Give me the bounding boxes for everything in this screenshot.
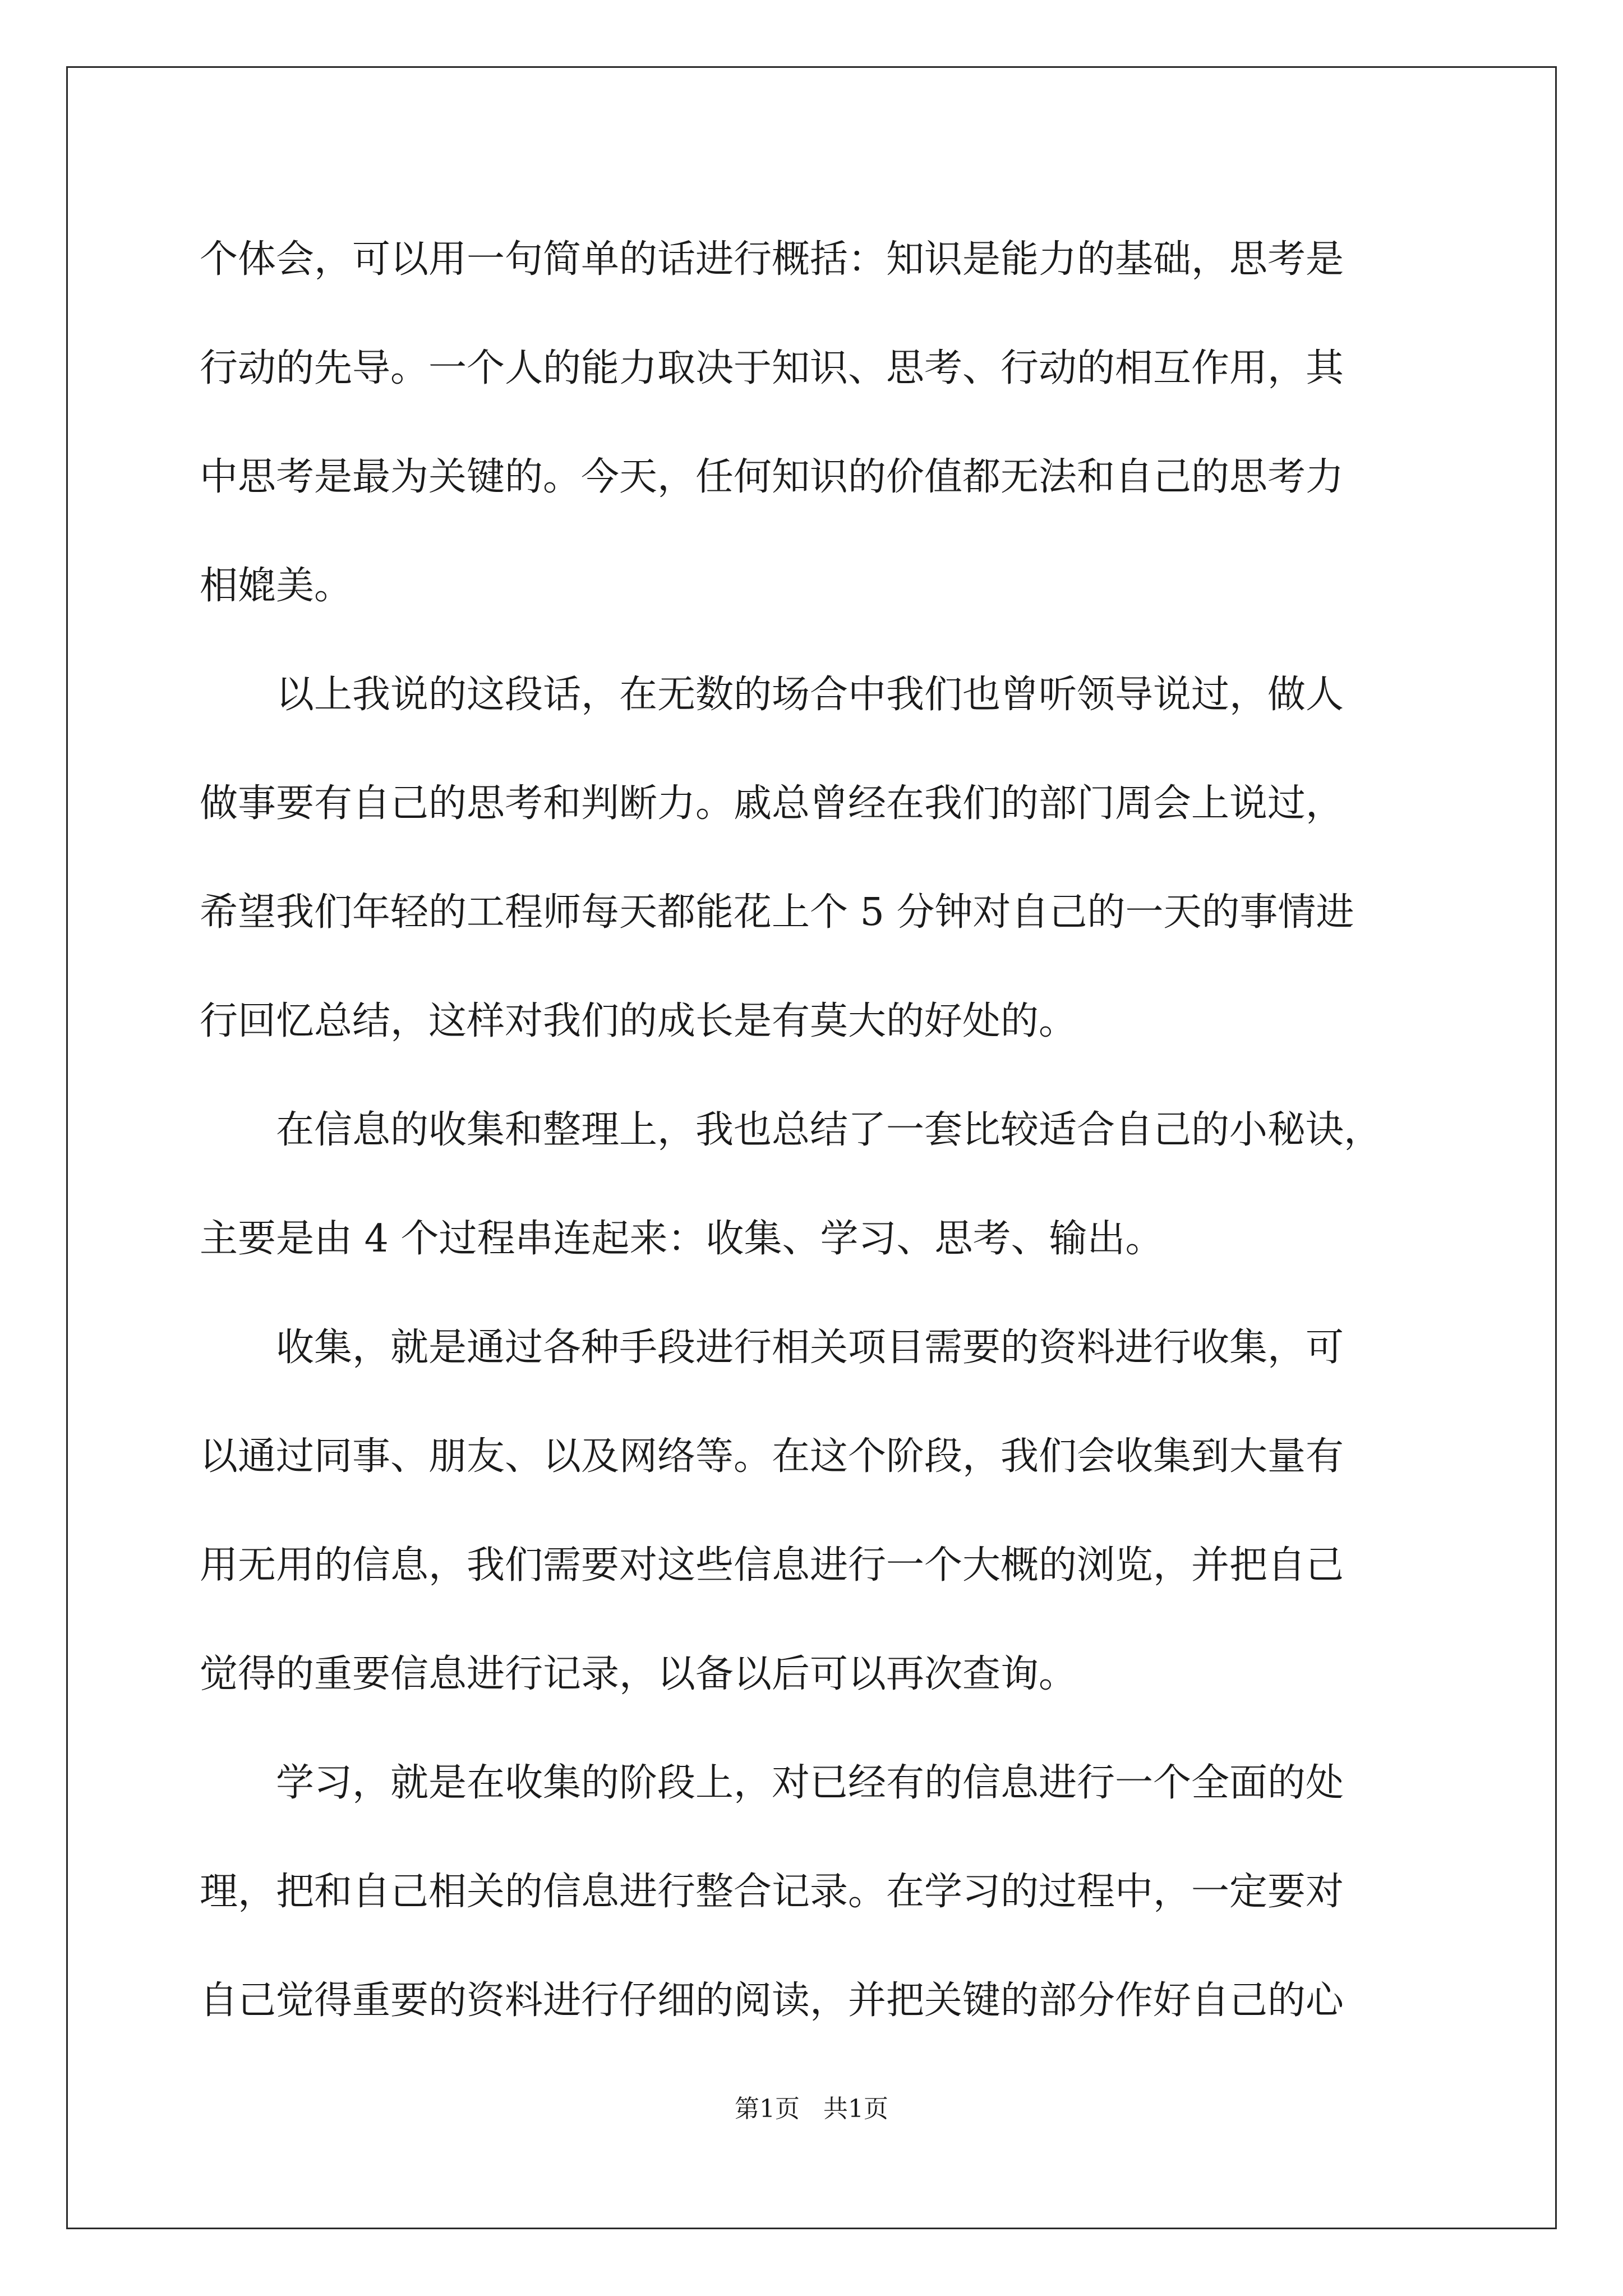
text-line: 个体会，可以用一句简单的话进行概括：知识是能力的基础，思考是 [200, 237, 1344, 282]
text-line: 收集，就是通过各种手段进行相关项目需要的资料进行收集，可 [200, 1326, 1344, 1370]
text-line: 在信息的收集和整理上，我也总结了一套比较适合自己的小秘诀， [200, 1108, 1382, 1152]
text-line: 希望我们年轻的工程师每天都能花上个 5 分钟对自己的一天的事情进 [200, 890, 1354, 935]
text-line: 以通过同事、朋友、以及网络等。在这个阶段，我们会收集到大量有 [200, 1434, 1344, 1479]
text-line: 中思考是最为关键的。今天，任何知识的价值都无法和自己的思考力 [200, 455, 1344, 499]
text-line: 行动的先导。一个人的能力取决于知识、思考、行动的相互作用，其 [200, 346, 1344, 390]
text-line: 相媲美。 [200, 564, 353, 608]
text-line: 学习，就是在收集的阶段上，对已经有的信息进行一个全面的处 [200, 1761, 1344, 1805]
text-line: 做事要有自己的思考和判断力。戚总曾经在我们的部门周会上说过， [200, 781, 1344, 826]
text-line: 用无用的信息，我们需要对这些信息进行一个大概的浏览，并把自己 [200, 1543, 1344, 1588]
text-line: 以上我说的这段话，在无数的场合中我们也曾听领导说过，做人 [200, 673, 1344, 717]
text-line: 自己觉得重要的资料进行仔细的阅读，并把关键的部分作好自己的心 [200, 1978, 1344, 2023]
text-line: 觉得的重要信息进行记录，以备以后可以再次查询。 [200, 1652, 1077, 1696]
text-line: 理，把和自己相关的信息进行整合记录。在学习的过程中，一定要对 [200, 1870, 1344, 1914]
page-number-footer: 第1页 共1页 [735, 2095, 888, 2123]
document-body [200, 205, 1433, 2055]
text-line: 行回忆总结，这样对我们的成长是有莫大的好处的。 [200, 999, 1077, 1043]
text-line: 主要是由 4 个过程串连起来：收集、学习、思考、输出。 [200, 1217, 1164, 1261]
